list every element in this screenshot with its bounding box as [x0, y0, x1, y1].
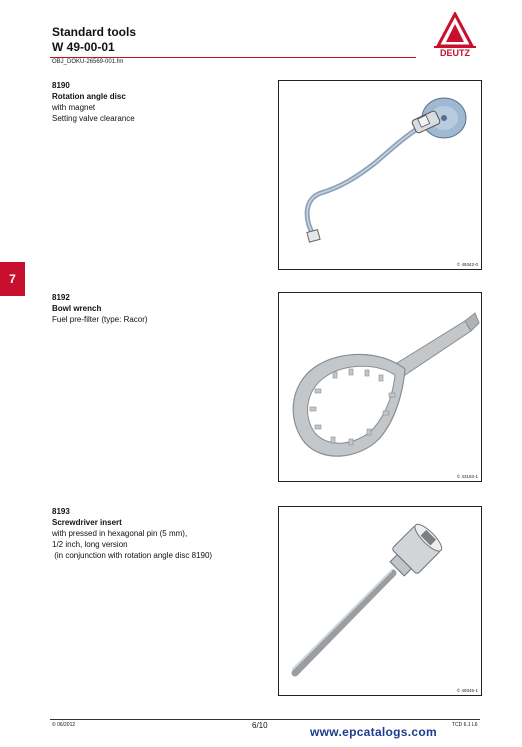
tool-detail: (in conjunction with rotation angle disc 8190): [52, 551, 213, 560]
footer-divider: [50, 719, 480, 720]
tool-8192-description: [52, 292, 148, 325]
figure-id: © 49342-0: [456, 262, 478, 267]
tool-name: Bowl wrench: [52, 304, 102, 313]
deutz-logo: [424, 12, 486, 58]
tool-8192-image: [278, 292, 482, 482]
tool-8190-description: [52, 80, 135, 124]
document-code: W 49-00-01: [52, 40, 115, 54]
tool-detail: with magnet: [52, 103, 96, 112]
tool-number: 8192: [52, 293, 70, 302]
tool-name: Screwdriver insert: [52, 518, 122, 527]
watermark-text: www.epcatalogs.com: [310, 725, 437, 739]
header-divider: [50, 57, 416, 58]
tool-detail: Setting valve clearance: [52, 114, 135, 123]
page-title: Standard tools: [52, 25, 137, 39]
chapter-tab: 7: [0, 262, 25, 296]
tool-name: Rotation angle disc: [52, 92, 126, 101]
figure-id: © 49345-1: [456, 688, 478, 693]
document-reference: OBJ_DOKU-26569-001.fm: [52, 59, 124, 65]
tool-8190-image: [278, 80, 482, 270]
footer-model: TCD 6.1 L6: [452, 722, 478, 728]
footer-date: © 06/2012: [52, 722, 76, 728]
tool-number: 8193: [52, 507, 70, 516]
brand-text: DEUTZ: [440, 48, 470, 58]
page-number: 6/10: [252, 721, 268, 730]
tool-detail: Fuel pre-filter (type: Racor): [52, 315, 148, 324]
tool-8193-description: [52, 506, 212, 561]
tool-detail: with pressed in hexagonal pin (5 mm),: [52, 529, 188, 538]
figure-id: © 43183-1: [456, 474, 478, 479]
tool-8193-image: [278, 506, 482, 696]
tool-number: 8190: [52, 81, 70, 90]
tool-detail: 1/2 inch, long version: [52, 540, 128, 549]
